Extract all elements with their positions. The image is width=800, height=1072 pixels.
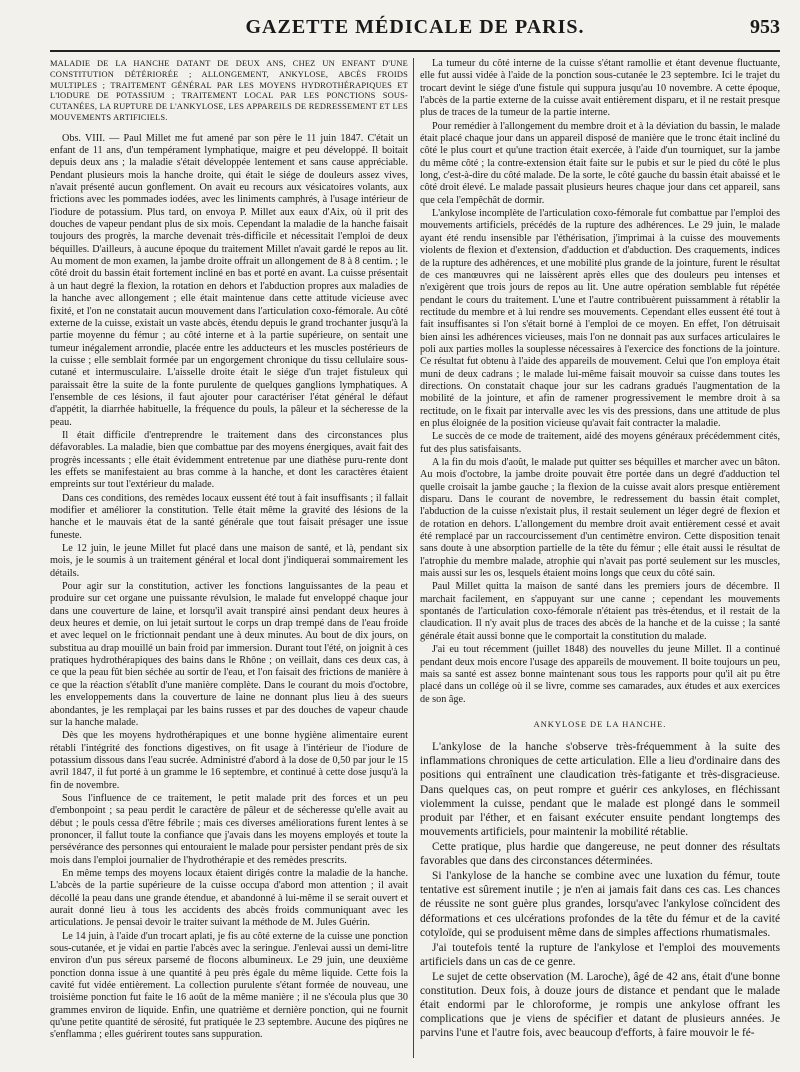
paragraph: Le succès de ce mode de traitement, aidé des moyens généraux précédemment cités, fut des plus satisfaisants. xyxy=(420,431,780,455)
paragraph: Il était difficile d'entreprendre le traitement dans des circonstances plus défavorables. La maladie, bien que combattue par des moyens énergiques, avait fait des progrès incessants ; elle était évidemment entretenue par une diathèse puru-rente dont les effets se manifestaient au bras comme à la hanche, et dont les caractères étaient empreints sur tout l'extérieur du malade. xyxy=(50,429,408,491)
page-number: 953 xyxy=(750,16,780,38)
section-body xyxy=(420,740,780,1040)
paragraph: L'ankylose incomplète de l'articulation coxo-fémorale fut combattue par l'emploi des mouvements artificiels, précédés de la rupture des adhérences. Le 29 juin, le malade ayant été rendu insensible par l'éthérisation, j'imprimai à la cuisse des mouvements violents de flexion et d'extension, d'adduction et d'abduction. Des craquements, indices de la rupture des adhérences, et une mobilité plus grande de la jointure, furent le résultat de ces manœuvres qui ne laissèrent après elles que des douleurs peu intenses et n'exigèrent que trois jours de repos au lit. Une autre opération semblable fut répétée pendant le cours du traitement. L'une et l'autre contribuèrent puissamment à rétablir la rectitude du membre et à lui rendre ses mouvements. Cependant elles eussent été tout à fait insuffisantes si l'on s'était borné à l'emploi de ce moyen. En effet, l'on détruisait bien ainsi les adhérences vicieuses, mais l'on ne donnait pas aux surfaces articulaires le poli aux parties molles la souplesse nécessaires à l'exercice des fonctions de la jointure. Ce résultat fut obtenu à l'aide des appareils de mouvement. Celui que l'on employa était muni de deux cadrans ; le malade lui-même faisait mouvoir sa cuisse dans toutes les directions. On constatait chaque jour sur les cadrans gradués l'augmentation de la mobilité de la jointure, et afin de ramener progressivement le membre droit à sa rectitude, on le fixait par intervalle avec les vis des pressions, dans une attitude de plus en plus éloignée de la position vicieuse qu'avait fait contracter la maladie. xyxy=(420,208,780,429)
masthead xyxy=(50,10,780,52)
paragraph: Obs. VIII. — Paul Millet me fut amené par son père le 11 juin 1847. C'était un enfant de 11 ans, d'un tempérament lymphatique, maigre et peu développé. Il boitait depuis deux ans ; la maladie s'était développée lentement et sans cause appréciable. Pendant plusieurs mois la hanche droite, qui était le siége de douleurs assez vives, n'avait présenté aucun gonflement. On avait eu recours aux vésicatoires volants, aux frictions avec les pommades iodées, avec les liniments camphrés, à l'usage intérieur de l'iodure de potassium. Plus tard, on envoya P. Millet aux eaux d'Aix, où il prit des douches de vapeur pendant plus de six mois. Cependant la maladie de la hanche faisait toujours des progrès, la marche devenait très-difficile et nécessitait l'emploi de deux béquilles. D'ailleurs, à aucune époque du traitement Millet n'avait gardé le repos au lit. Au moment de mon examen, la jambe droite offrait un allongement de 8 à 8 centim. ; le côté droit du bassin était fortement incliné en bas et porté en avant. La cuisse présentait à un haut degré la flexion, la rotation en dehors et l'abduction propres aux maladies de la hanche avec allongement ; elle était maintenue dans cette attitude vicieuse avec fixité, et l'on ne constatait aucun mouvement dans l'articulation coxo-fémorale. Au côté externe de la cuisse, existait un vaste abcès, étendu depuis le grand trochanter jusqu'à la partie moyenne du fémur ; au côté interne et à la partie supérieure, on sentait une tumeur inégalement arrondie, placée entre les adducteurs et les muscles postérieurs de la cuisse ; elle semblait formée par un engorgement chronique du tissu cellulaire sous-cutané et intermusculaire. L'aisselle droite était le siége d'un trajet fistuleux qui paraissait être la suite de la fonte purulente de quelques ganglions lymphatiques. A l'ensemble de ces lésions, il faut ajouter pour caractériser l'état général le défaut d'appétit, la diarrhée habituelle, la fréquence du pouls, la pâleur et la sécheresse de la peau. xyxy=(50,132,408,428)
right-column xyxy=(420,58,780,1068)
column-divider xyxy=(413,58,414,1058)
section-heading: ANKYLOSE DE LA HANCHE. xyxy=(533,718,667,729)
paragraph: Dès que les moyens hydrothérapiques et une bonne hygiène alimentaire eurent rétabli l'intégrité des fonctions digestives, on fit usage à l'intérieur de l'iodure de potassium dissous dans l'eau sucrée. Administré d'abord à la dose de 0,50 par jour le 15 avril 1847, il fut porté à un gramme le 16 septembre, et continué à cette dose jusqu'à la fin de novembre. xyxy=(50,730,408,791)
paragraph: Pour agir sur la constitution, activer les fonctions languissantes de la peau et produire sur cet organe une puissante révulsion, le malade fut enveloppé chaque jour dans une couverture de laine, et lorsqu'il avait transpiré ainsi pendant deux heures à deux heures et demie, on lui jetait surtout le corps un drap trempé dans de l'eau froide et avec lequel on le frictionnait pendant une à deux minutes. Au bout de dix jours, on substitua au drap mouillé un bain froid par immersion. Durant tout l'été, on joignit à ces pratiques hydrothérapiques des bains dans le Rhône ; on veillait, dans ces deux cas, à ce que la peau fût bien séchée au sortir de l'eau, et l'on faisait des frictions de manière à ce que la réaction s'établît d'une manière complète. Dans le courant du mois d'octobre, les enveloppements dans la couverture de laine ne donnant plus lieu à des sueurs abondantes, je les remplaçai par les bains russes et par des douches de vapeur chaude sur la hanche malade. xyxy=(50,581,408,728)
paragraph: En même temps des moyens locaux étaient dirigés contre la maladie de la hanche. L'abcès de la partie supérieure de la cuisse occupa d'abord mon attention ; il avait décollé la peau dans une grande étendue, et abandonné à lui-même il se serait ouvert et aurait donné lieu à tous les accidents des abcès froids communiquant avec les articulations. Je pensai devoir le traiter suivant la méthode de M. Jules Guérin. xyxy=(50,867,408,929)
paragraph: Cette pratique, plus hardie que dangereuse, ne peut donner des résultats favorables que dans des circonstances déterminées. xyxy=(420,840,780,868)
paragraph: La tumeur du côté interne de la cuisse s'étant ramollie et étant devenue fluctuante, elle fut aussi vidée à l'aide de la ponction sous-cutanée le 23 septembre. Ici le trajet du trocart devint le siége d'une fistule qui suppura jusqu'au 10 novembre. A cette époque, l'abcès de la partie externe de la cuisse avait entièrement disparu, et il ne restait presque plus de traces de la tumeur de la partie interne. xyxy=(420,58,780,119)
paragraph: J'ai toutefois tenté la rupture de l'ankylose et l'emploi des mouvements artificiels dans un cas de ce genre. xyxy=(420,941,780,968)
left-column xyxy=(50,58,408,1068)
paragraph: A la fin du mois d'août, le malade put quitter ses béquilles et marcher avec un bâton. Au mois d'octobre, la jambe droite pouvait être portée dans un degré d'adduction tel quelle croisait la jambe gauche ; la flexion de la cuisse avait alors presque entièrement disparu. Dans le courant de novembre, le redressement du bassin était complet, l'abduction de la cuisse n'existait plus, il restait seulement un léger degré de flexion et de rotation en dehors. L'allongement du membre droit avait entièrement cessé et avait été remplacé par un raccourcissement d'un centimètre environ. Cette disposition tenait sans doute à une absorption partielle de la tête du fémur ; elle était aussi le résultat de l'atrophie du membre malade, atrophie qui n'avait pas porté seulement sur les muscles, mais aussi sur les os, lesquels étaient moins longs que ceux du côté sain. xyxy=(420,457,780,580)
article-heading: MALADIE DE LA HANCHE DATANT DE DEUX ANS, CHEZ UN ENFANT D'UNE CONSTITUTION DÉTÉRIORÉE ; ALLONGEMENT, ANKYLOSE, ABCÈS FROIDS MULTIPLES ; TRAITEMENT GÉNÉRAL PAR LES MOYENS HYDROTHÉRAPIQUES ET L'IODURE DE POTASSIUM ; TRAITEMENT LOCAL PAR LES PONCTIONS SOUS-CUTANÉES, LA RUPTURE DE L'ANKYLOSE, LES APPAREILS DE REDRESSEMENT ET LES MOUVEMENTS ARTIFICIELS. xyxy=(50,58,408,122)
paragraph: Paul Millet quitta la maison de santé dans les premiers jours de décembre. Il marchait facilement, en s'appuyant sur une canne ; cependant les mouvements spontanés de l'articulation coxo-fémorale n'étaient pas très-étendus, et il restait de la claudication. Il n'y avait plus de traces des abcès de la hanche et de la cuisse ; la santé générale était aussi bonne que le comportait la constitution du malade. xyxy=(420,581,780,642)
paragraph: Pour remédier à l'allongement du membre droit et à la déviation du bassin, le malade était placé chaque jour dans un appareil disposé de manière que le tronc était incliné du côté le plus court et qu'une traction était exercée, à l'aide d'un tourniquet, sur la jambe du même côté ; la contre-extension était faite sur le pubis et sur le pied du côté le plus long, c'est-à-dire du côté malade. De la sorte, le côté gauche du bassin était abaissé et le côté droit élevé. Le malade passait plusieurs heures chaque jour dans cet appareil, sans que cela l'empêchât de dormir. xyxy=(420,120,780,206)
journal-title: GAZETTE MÉDICALE DE PARIS. xyxy=(245,16,585,38)
paragraph: Le 14 juin, à l'aide d'un trocart aplati, je fis au côté externe de la cuisse une ponction sous-cutanée, et je vidai en partie l'abcès avec la seringue. J'enlevai aussi un demi-litre environ d'un pus séreux parsemé de flocons albumineux. Le 29 juin, une deuxième ponction donna issue à une quantité à peu près égale du même liquide. Cette fois la cavité fut vidée entièrement. La collection purulente s'étant formée de nouveau, une troisième ponction fut faite le 16 août de la même manière ; il ne s'écoula plus que 30 grammes environ de liquide. Enfin, une quatrième et dernière ponction, qui ne fournit qu'une petite quantité de sérosité, fut pratiquée le 23 septembre. Aucune des piqûres ne s'enflamma ; elles guérirent toutes sans suppuration. xyxy=(50,930,408,1041)
paragraph: Dans ces conditions, des remèdes locaux eussent été tout à fait insuffisants ; il fallait modifier et améliorer la constitution. Telle était même la gravité des lésions de la hanche et le mauvais état de la santé générale que tout faisait présager une issue funeste. xyxy=(50,492,408,541)
paragraph: J'ai eu tout récemment (juillet 1848) des nouvelles du jeune Millet. Il a continué pendant deux mois encore l'usage des appareils de mouvement. Il boite toujours un peu, mais sa santé est assez bonne maintenant sous tous les rapports pour qu'il ait pu être placé dans un collége où il se livre, comme ses camarades, aux études et aux exercices de son âge. xyxy=(420,644,780,705)
paragraph: Le sujet de cette observation (M. Laroche), âgé de 42 ans, était d'une bonne constitution. Deux fois, à douze jours de distance et pendant que le malade était endormi par le chloroforme, je rompis une ankylose offrant les complications que je viens de spécifier et datant de plusieurs années. Je parvins l'une et l'autre fois, avec beaucoup d'efforts, à faire mouvoir le fé- xyxy=(420,970,780,1040)
paragraph: Sous l'influence de ce traitement, le petit malade prit des forces et un peu d'embonpoint ; sa peau perdit le caractère de pâleur et de sécheresse qu'elle avait au début ; le pouls cessa d'être fébrile ; mais ces diverses améliorations furent lentes à se prononcer, il fallut toute la confiance que j'avais dans les moyens employés et toute la persévérance des personnes qui entouraient le malade pour persister pendant près de six mois dans l'emploi journalier de l'hydrothérapie et des remèdes prescrits. xyxy=(50,792,408,866)
paragraph: Si l'ankylose de la hanche se combine avec une luxation du fémur, toute tentative est sûrement inutile ; je n'en ai jamais fait dans ces cas. Les chances de réussite ne sont guère plus grandes, lorsqu'avec l'ankylose coïncident des déformations et ces ulcérations profondes de la tête du fémur et de la cavité cotyloïde, qui se produisent même dans de simples affections rhumatismales. xyxy=(420,870,780,939)
paragraph: Le 12 juin, le jeune Millet fut placé dans une maison de santé, et là, pendant six mois, je le soumis à un traitement général et local dont j'indiquerai sommairement les détails. xyxy=(50,543,408,579)
paragraph: L'ankylose de la hanche s'observe très-fréquemment à la suite des inflammations chroniques de cette articulation. Elle a lieu d'ordinaire dans des positions qui entraînent une claudication très-fatigante et très-disgracieuse. Dans quelques cas, on peut rompre et guérir ces ankyloses, en fléchissant violemment la cuisse, pendant que le malade est plongé dans le sommeil produit par l'éther, et en faisant exécuter ensuite pendant longtemps des mouvements artificiels, pour maintenir la mobilité rétablie. xyxy=(420,741,780,838)
